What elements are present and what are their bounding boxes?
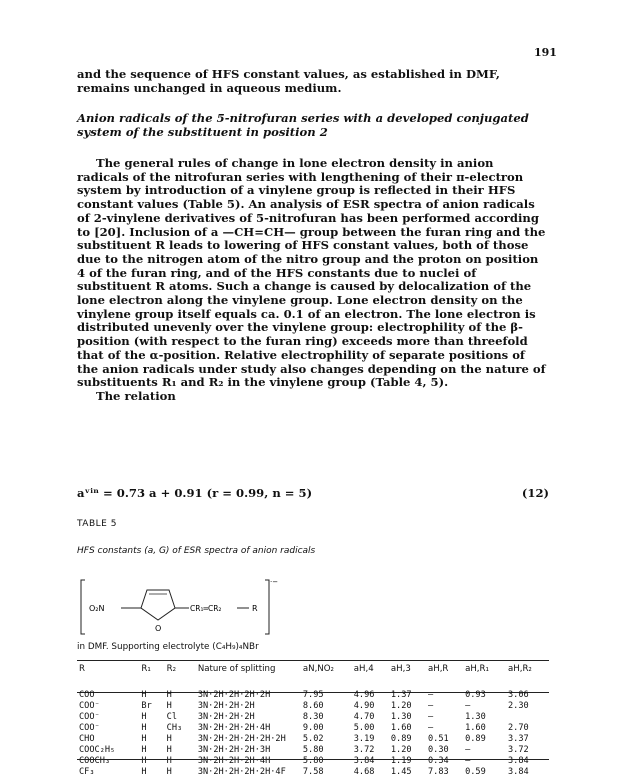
col-header: aH,R — [427, 664, 449, 674]
table-row — [77, 701, 549, 712]
table-cell — [506, 712, 549, 723]
table-cell: H — [141, 734, 147, 744]
table-cell: 5.00 — [353, 723, 375, 733]
table-conditions: in DMF. Supporting electrolyte (C₄H₉)₄NBr — [77, 642, 259, 652]
charge-label: ·− — [270, 578, 279, 586]
right-group-label: R — [252, 604, 258, 613]
table-cell: — — [427, 690, 434, 700]
col-header: R₁ — [141, 664, 151, 674]
table-cell: — — [465, 756, 471, 766]
table-cell: 1.20 — [390, 701, 412, 711]
table-cell: 1.30 — [465, 712, 486, 722]
table-row — [77, 712, 549, 723]
table-body — [77, 690, 549, 778]
table-cell: 3N·2H·2H·2H·4H — [197, 723, 271, 733]
table-cell: 3N·2H·2H·2H·2H — [197, 690, 271, 700]
table-cell: 1.30 — [390, 712, 412, 722]
table-cell: 3.72 — [508, 745, 529, 755]
table-caption: HFS constants (a, G) of ESR spectra of anion radicals — [77, 546, 316, 556]
chain-label: CR₁═CR₂ — [190, 604, 222, 613]
table-row — [77, 690, 549, 701]
table-cell: 0.51 — [427, 734, 449, 744]
table-row — [77, 734, 549, 745]
table-bottom-rule — [77, 759, 549, 760]
table-cell: 1.19 — [390, 756, 412, 766]
table-cell: H — [166, 756, 172, 766]
table-cell: 5.02 — [302, 734, 324, 744]
table-cell: 3N·2H·2H·2H — [197, 701, 255, 711]
table-cell: 7.58 — [302, 767, 324, 777]
table-cell: 2.70 — [508, 723, 529, 733]
table-cell: COO⁻ — [79, 712, 100, 722]
table-cell: 1.45 — [390, 767, 412, 777]
table-cell: 8.30 — [302, 712, 324, 722]
table-cell: 1.37 — [390, 690, 412, 700]
table-cell: 3.72 — [353, 745, 375, 755]
col-header: R — [79, 664, 85, 674]
col-header: aH,3 — [390, 664, 411, 674]
table-cell: 4.90 — [353, 701, 375, 711]
table-cell: 0.89 — [390, 734, 412, 744]
table-cell: 3.37 — [508, 734, 529, 744]
table-cell: 3N·2H·2H·2H·2H·2H — [197, 734, 286, 744]
table-cell: 3N·2H·2H·2H·3H — [197, 745, 271, 755]
table-cell: COO⁻ — [79, 690, 100, 700]
table-cell: — — [465, 701, 471, 711]
table-cell: H — [141, 756, 147, 766]
body-paragraph — [77, 157, 549, 404]
table-cell: 0.30 — [427, 745, 449, 755]
table-cell: 4.68 — [353, 767, 375, 777]
table-cell: H — [141, 767, 147, 777]
table-cell: 3.19 — [353, 734, 375, 744]
table-cell: CF₃ — [79, 767, 95, 777]
table-cell: 0.34 — [427, 756, 449, 766]
table-cell: 3N·2H·2H·2H — [197, 712, 255, 722]
table-top-rule — [77, 660, 549, 661]
table-cell: 0.59 — [465, 767, 486, 777]
col-header: Nature of splitting — [197, 664, 276, 674]
equation-number: (12) — [521, 486, 549, 500]
furan-ring — [141, 590, 175, 620]
table-cell: — — [465, 745, 471, 755]
equation-row — [77, 486, 549, 500]
table-cell: — — [427, 712, 434, 722]
table-cell: 1.60 — [465, 723, 486, 733]
table-header-row — [77, 664, 549, 690]
table-cell: COO⁻ — [79, 701, 100, 711]
col-header: aH,4 — [353, 664, 374, 674]
table-label: TABLE 5 — [77, 519, 117, 529]
table-cell: Br — [141, 701, 152, 711]
col-header: aN,NO₂ — [302, 664, 334, 674]
table-cell: COO⁻ — [79, 723, 100, 733]
table-cell: 2.30 — [508, 701, 529, 711]
paragraph-continuation: and the sequence of HFS constant values, as established in DMF, remains unchanged in aqueous medium. — [77, 67, 500, 95]
table-cell: H — [166, 745, 172, 755]
table-cell: H — [166, 767, 172, 777]
table-cell: H — [141, 723, 147, 733]
equation: aᵛⁱⁿ = 0.73 a + 0.91 (r = 0.99, n = 5) — [77, 486, 313, 500]
ring-oxygen-label: O — [155, 624, 162, 633]
structure-diagram — [77, 576, 277, 640]
table-cell: 4.96 — [353, 690, 375, 700]
table-cell: H — [166, 734, 172, 744]
table-cell: COOC₂H₅ — [79, 745, 116, 755]
col-header: aH,R₁ — [465, 664, 489, 674]
table-cell: — — [427, 723, 434, 733]
table-cell: 7.95 — [302, 690, 324, 700]
table-cell: 1.20 — [390, 745, 412, 755]
table-cell: 9.00 — [302, 723, 324, 733]
table-row — [77, 723, 549, 734]
table-cell: 3.06 — [508, 690, 529, 700]
body-paragraph-text: The general rules of change in lone electron density in anion radicals of the nitrofuran series with lengthening of their π-electron system by introduction of a vinylene group is reflected in their HFS constant values (Table 5). An analysis of ESR spectra of anion radicals of 2-vinylene derivatives of 5-nitrofuran has been performed according to [20]. Inclusion of a —CH=CH— group between the furan ring and the substituent R leads to lowering of HFS constant values, both of those due to the nitrogen atom of the nitro group and the proton on position 4 of the furan ring, and of the HFS constants due to nuclei of substituent R atoms. Such a change is caused by delocalization of the lone electron along the vinylene group. Lone electron density on the vinylene group itself equals ca. 0.1 of an electron. The lone electron is distributed unevenly over the vinylene group: electrophility of the β-position (with respect to the furan ring) exceeds more than threefold that of the α-position. Relative electrophility of separate positions of the anion radicals under study also changes depending on the nature of substituents R₁ and R₂ in the vinylene group (Table 4, 5). — [77, 156, 546, 390]
page-number: 191 — [534, 46, 557, 59]
table-cell: 3.84 — [353, 756, 375, 766]
table-cell: 0.89 — [465, 734, 486, 744]
table-row — [77, 745, 549, 756]
table-cell: 4.70 — [353, 712, 375, 722]
table-cell: H — [166, 690, 172, 700]
hfs-table — [77, 664, 549, 778]
table-cell: CH₃ — [166, 723, 183, 733]
left-bracket — [81, 580, 85, 634]
left-group-label: O₂N — [89, 604, 105, 613]
col-header: aH,R₂ — [508, 664, 532, 674]
table-cell: — — [427, 701, 434, 711]
table-cell: 3.84 — [508, 767, 529, 777]
table-row — [77, 756, 549, 767]
table-cell: 3N·2H·2H·2H·2H·4F — [197, 767, 286, 777]
table-cell: COOCH₃ — [79, 756, 111, 766]
section-heading: Anion radicals of the 5-nitrofuran series with a developed conjugated system of the substituent in position 2 — [77, 111, 529, 139]
table-cell: 5.80 — [302, 745, 324, 755]
relation-intro: The relation — [96, 388, 176, 403]
table-cell: 1.60 — [390, 723, 412, 733]
table-cell: 3.84 — [508, 756, 529, 766]
table-cell: 5.80 — [302, 756, 324, 766]
table-cell: CHO — [79, 734, 95, 744]
col-header: R₂ — [166, 664, 177, 674]
table-cell: H — [141, 712, 147, 722]
table-cell: 3N·2H·2H·2H·4H — [197, 756, 271, 766]
table-cell: H — [141, 745, 147, 755]
table-cell: 8.60 — [302, 701, 324, 711]
table-cell: Cl — [166, 712, 177, 722]
right-bracket — [265, 580, 269, 634]
table-cell: 7.83 — [427, 767, 449, 777]
table-cell: 0.93 — [465, 690, 486, 700]
table-cell: H — [141, 690, 147, 700]
table-row — [77, 767, 549, 778]
table-cell: H — [166, 701, 172, 711]
